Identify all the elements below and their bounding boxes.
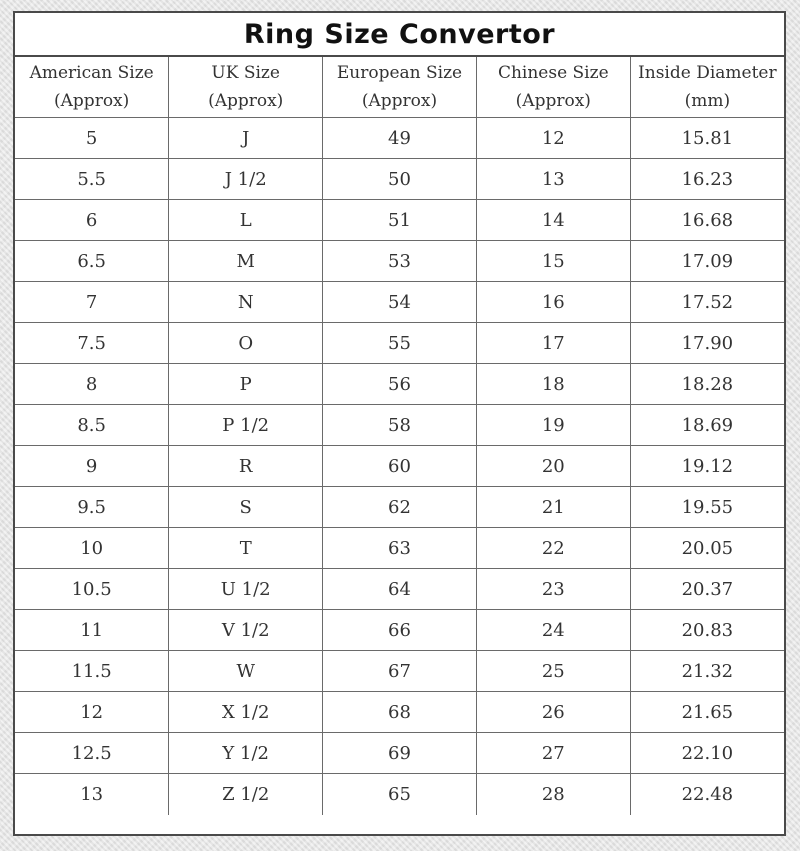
- chinese-size-cell: 23: [476, 569, 630, 610]
- table-row: [15, 610, 784, 651]
- header-american-size: [15, 57, 169, 118]
- chinese-size-cell: 27: [476, 733, 630, 774]
- header-sublabel: (Approx): [361, 91, 438, 111]
- uk-size-cell: X 1/2: [169, 692, 323, 733]
- table-row: [15, 487, 784, 528]
- european-size-cell: 69: [323, 733, 477, 774]
- chinese-size-cell: 19: [476, 405, 630, 446]
- uk-size-cell: P: [169, 364, 323, 405]
- header-uk-size: [169, 57, 323, 118]
- uk-size-cell: P 1/2: [169, 405, 323, 446]
- inside-diameter-cell: 20.37: [630, 569, 784, 610]
- american-size-cell: 6: [15, 200, 169, 241]
- european-size-cell: 51: [323, 200, 477, 241]
- uk-size-cell: R: [169, 446, 323, 487]
- header-label: European Size: [336, 63, 463, 83]
- table-row: [15, 733, 784, 774]
- inside-diameter-cell: 15.81: [630, 118, 784, 159]
- header-row: [15, 57, 784, 118]
- inside-diameter-cell: 17.90: [630, 323, 784, 364]
- american-size-cell: 5.5: [15, 159, 169, 200]
- header-european-size: [323, 57, 477, 118]
- uk-size-cell: Y 1/2: [169, 733, 323, 774]
- header-label: Chinese Size: [497, 63, 609, 83]
- european-size-cell: 66: [323, 610, 477, 651]
- header-chinese-size: [476, 57, 630, 118]
- chinese-size-cell: 16: [476, 282, 630, 323]
- header-sublabel: (mm): [684, 91, 731, 111]
- chinese-size-cell: 12: [476, 118, 630, 159]
- inside-diameter-cell: 21.32: [630, 651, 784, 692]
- chinese-size-cell: 17: [476, 323, 630, 364]
- header-label: American Size: [29, 63, 154, 83]
- table-row: [15, 774, 784, 815]
- table-row: [15, 282, 784, 323]
- chinese-size-cell: 15: [476, 241, 630, 282]
- title-bar: [15, 13, 784, 57]
- table-row: [15, 364, 784, 405]
- inside-diameter-cell: 20.05: [630, 528, 784, 569]
- chinese-size-cell: 28: [476, 774, 630, 815]
- header-label: UK Size: [211, 63, 280, 83]
- inside-diameter-cell: 18.28: [630, 364, 784, 405]
- european-size-cell: 54: [323, 282, 477, 323]
- uk-size-cell: L: [169, 200, 323, 241]
- european-size-cell: 65: [323, 774, 477, 815]
- american-size-cell: 6.5: [15, 241, 169, 282]
- chinese-size-cell: 13: [476, 159, 630, 200]
- header-label: Inside Diameter: [638, 63, 777, 83]
- table-row: [15, 200, 784, 241]
- chinese-size-cell: 14: [476, 200, 630, 241]
- uk-size-cell: Z 1/2: [169, 774, 323, 815]
- inside-diameter-cell: 21.65: [630, 692, 784, 733]
- table-row: [15, 528, 784, 569]
- ring-size-chart: [13, 11, 786, 836]
- inside-diameter-cell: 16.23: [630, 159, 784, 200]
- header-sublabel: (Approx): [54, 91, 130, 111]
- table-row: [15, 569, 784, 610]
- inside-diameter-cell: 16.68: [630, 200, 784, 241]
- european-size-cell: 58: [323, 405, 477, 446]
- table-row: [15, 692, 784, 733]
- chinese-size-cell: 20: [476, 446, 630, 487]
- american-size-cell: 11.5: [15, 651, 169, 692]
- uk-size-cell: O: [169, 323, 323, 364]
- european-size-cell: 53: [323, 241, 477, 282]
- uk-size-cell: U 1/2: [169, 569, 323, 610]
- european-size-cell: 63: [323, 528, 477, 569]
- inside-diameter-cell: 18.69: [630, 405, 784, 446]
- american-size-cell: 8: [15, 364, 169, 405]
- european-size-cell: 55: [323, 323, 477, 364]
- european-size-cell: 62: [323, 487, 477, 528]
- inside-diameter-cell: 22.10: [630, 733, 784, 774]
- american-size-cell: 9: [15, 446, 169, 487]
- inside-diameter-cell: 17.52: [630, 282, 784, 323]
- header-inside-diameter: [630, 57, 784, 118]
- uk-size-cell: V 1/2: [169, 610, 323, 651]
- american-size-cell: 7.5: [15, 323, 169, 364]
- american-size-cell: 9.5: [15, 487, 169, 528]
- table-body: [15, 118, 784, 815]
- american-size-cell: 10: [15, 528, 169, 569]
- american-size-cell: 12: [15, 692, 169, 733]
- chinese-size-cell: 26: [476, 692, 630, 733]
- table-row: [15, 323, 784, 364]
- european-size-cell: 67: [323, 651, 477, 692]
- table-row: [15, 241, 784, 282]
- chinese-size-cell: 22: [476, 528, 630, 569]
- uk-size-cell: N: [169, 282, 323, 323]
- inside-diameter-cell: 22.48: [630, 774, 784, 815]
- uk-size-cell: T: [169, 528, 323, 569]
- table-row: [15, 159, 784, 200]
- european-size-cell: 64: [323, 569, 477, 610]
- inside-diameter-cell: 20.83: [630, 610, 784, 651]
- chinese-size-cell: 24: [476, 610, 630, 651]
- european-size-cell: 56: [323, 364, 477, 405]
- table-row: [15, 651, 784, 692]
- american-size-cell: 12.5: [15, 733, 169, 774]
- uk-size-cell: J: [169, 118, 323, 159]
- american-size-cell: 8.5: [15, 405, 169, 446]
- uk-size-cell: J 1/2: [169, 159, 323, 200]
- inside-diameter-cell: 19.55: [630, 487, 784, 528]
- uk-size-cell: M: [169, 241, 323, 282]
- size-table: [15, 57, 784, 815]
- uk-size-cell: S: [169, 487, 323, 528]
- american-size-cell: 5: [15, 118, 169, 159]
- table-row: [15, 118, 784, 159]
- inside-diameter-cell: 17.09: [630, 241, 784, 282]
- table-row: [15, 405, 784, 446]
- american-size-cell: 13: [15, 774, 169, 815]
- european-size-cell: 49: [323, 118, 477, 159]
- header-sublabel: (Approx): [208, 91, 284, 111]
- table-header: [15, 57, 784, 118]
- european-size-cell: 60: [323, 446, 477, 487]
- european-size-cell: 68: [323, 692, 477, 733]
- header-sublabel: (Approx): [515, 91, 591, 111]
- american-size-cell: 7: [15, 282, 169, 323]
- american-size-cell: 11: [15, 610, 169, 651]
- table-row: [15, 446, 784, 487]
- chinese-size-cell: 21: [476, 487, 630, 528]
- american-size-cell: 10.5: [15, 569, 169, 610]
- european-size-cell: 50: [323, 159, 477, 200]
- chinese-size-cell: 18: [476, 364, 630, 405]
- chart-title: Ring Size Convertor: [243, 18, 556, 50]
- inside-diameter-cell: 19.12: [630, 446, 784, 487]
- uk-size-cell: W: [169, 651, 323, 692]
- chinese-size-cell: 25: [476, 651, 630, 692]
